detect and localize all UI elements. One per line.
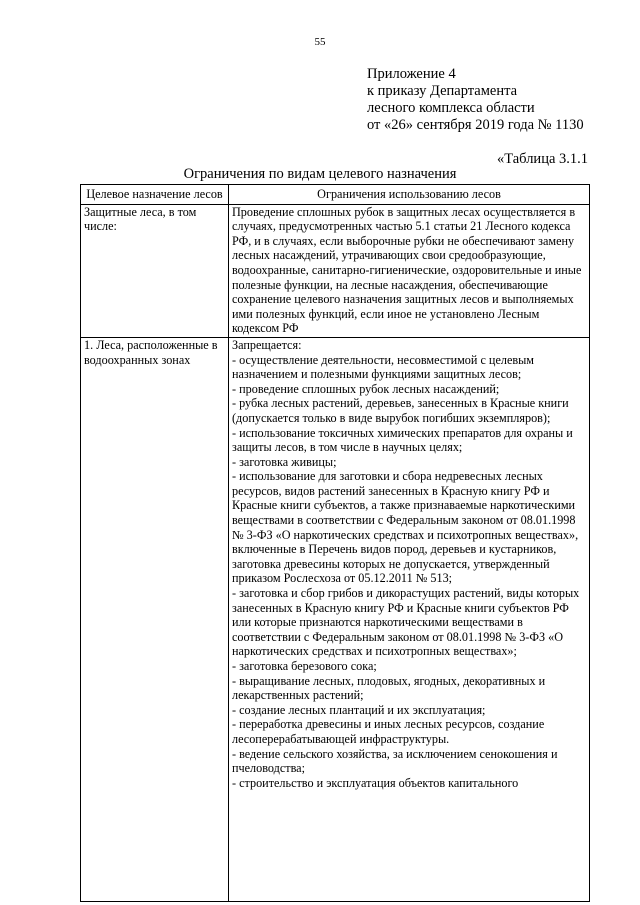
restriction-intro: Запрещается: [232,337,302,352]
list-item: - использование токсичных химических препаратов для охраны и защиты лесов, в том числе в научных целях; [232,425,573,455]
restriction-cell: Проведение сплошных рубок в защитных лесах осуществляется в случаях, предусмотренных частью 5.1 статьи 21 Лесного кодекса РФ, и в случаях, если выборочные рубки не обеспечивают замену лесных насаждений, утрачивающих свои средообразующие, водоохранные, санитарно-гигиенические, оздоровительные и иные полезные функции, на лесные насаждения, обеспечивающие сохранение целевого назначения защитных лесов и выполняемых ими полезных функций, если иное не установлено Лесным кодексом РФ [229,204,590,337]
appendix-block [367,66,584,134]
table-title: Ограничения по видам целевого назначения [183,166,457,182]
list-item: - осуществление деятельности, несовместимой с целевым назначением и полезными функциями защитных лесов; [232,352,535,382]
list-item: - заготовка живицы; [232,454,337,469]
purpose-cell: Защитные леса, в том числе: [81,204,229,337]
appendix-line: к приказу Департамента [367,83,518,99]
table-row [81,337,590,901]
page-number: 55 [314,36,326,48]
list-item: - проведение сплошных рубок лесных насаждений; [232,381,500,396]
purpose-cell: 1. Леса, расположенные в водоохранных зонах [81,337,229,901]
list-item: - заготовка и сбор грибов и дикорастущих растений, виды которых занесенных в Красную книгу РФ и Красные книги субъектов РФ или которые признаются наркотическими веществами в соответствии с Федеральным законом от 08.01.1998 № 3-ФЗ «О наркотических средствах и психотропных веществах»; [232,586,580,659]
appendix-line: от «26» сентября 2019 года № 1130 [367,117,584,133]
list-item: - переработка древесины и иных лесных ресурсов, создание лесоперерабатывающей инфраструктуры. [232,717,545,746]
restrictions-table [80,184,590,902]
appendix-line: лесного комплекса области [367,100,535,116]
list-item: - использование для заготовки и сбора недревесных лесных ресурсов, видов растений занесенных в Красную книгу РФ и Красные книги субъектов, а также признаваемые наркотическими веществами в соответствии с Федеральным законом от 08.01.1998 № 3-ФЗ «О наркотических средствах и психотропных веществах», включенные в Перечень видов пород, деревьев и кустарников, заготовка древесины которых не допускается, утвержденный приказом Рослесхоза от 05.12.2011 № 513; [232,469,579,586]
list-item: - строительство и эксплуатация объектов капитального [232,775,519,790]
list-item: - заготовка березового сока; [232,659,377,673]
header-restrictions: Ограничения использованию лесов [229,185,590,205]
restriction-list [232,338,587,900]
restriction-cell [229,337,590,901]
table-row [81,204,590,337]
table-label: «Таблица 3.1.1 [497,151,589,167]
table-header-row [81,185,590,205]
list-item: - рубка лесных растений, деревьев, занесенных в Красные книги (допускается только в виде вырубок погибших экземпляров); [232,396,569,425]
list-item: - ведение сельского хозяйства, за исключением сенокошения и пчеловодства; [232,746,558,776]
list-item: - создание лесных плантаций и их эксплуатация; [232,702,486,717]
list-item: - выращивание лесных, плодовых, ягодных, декоративных и лекарственных растений; [232,673,546,703]
appendix-line: Приложение 4 [367,66,456,82]
header-purpose: Целевое назначение лесов [81,185,229,205]
